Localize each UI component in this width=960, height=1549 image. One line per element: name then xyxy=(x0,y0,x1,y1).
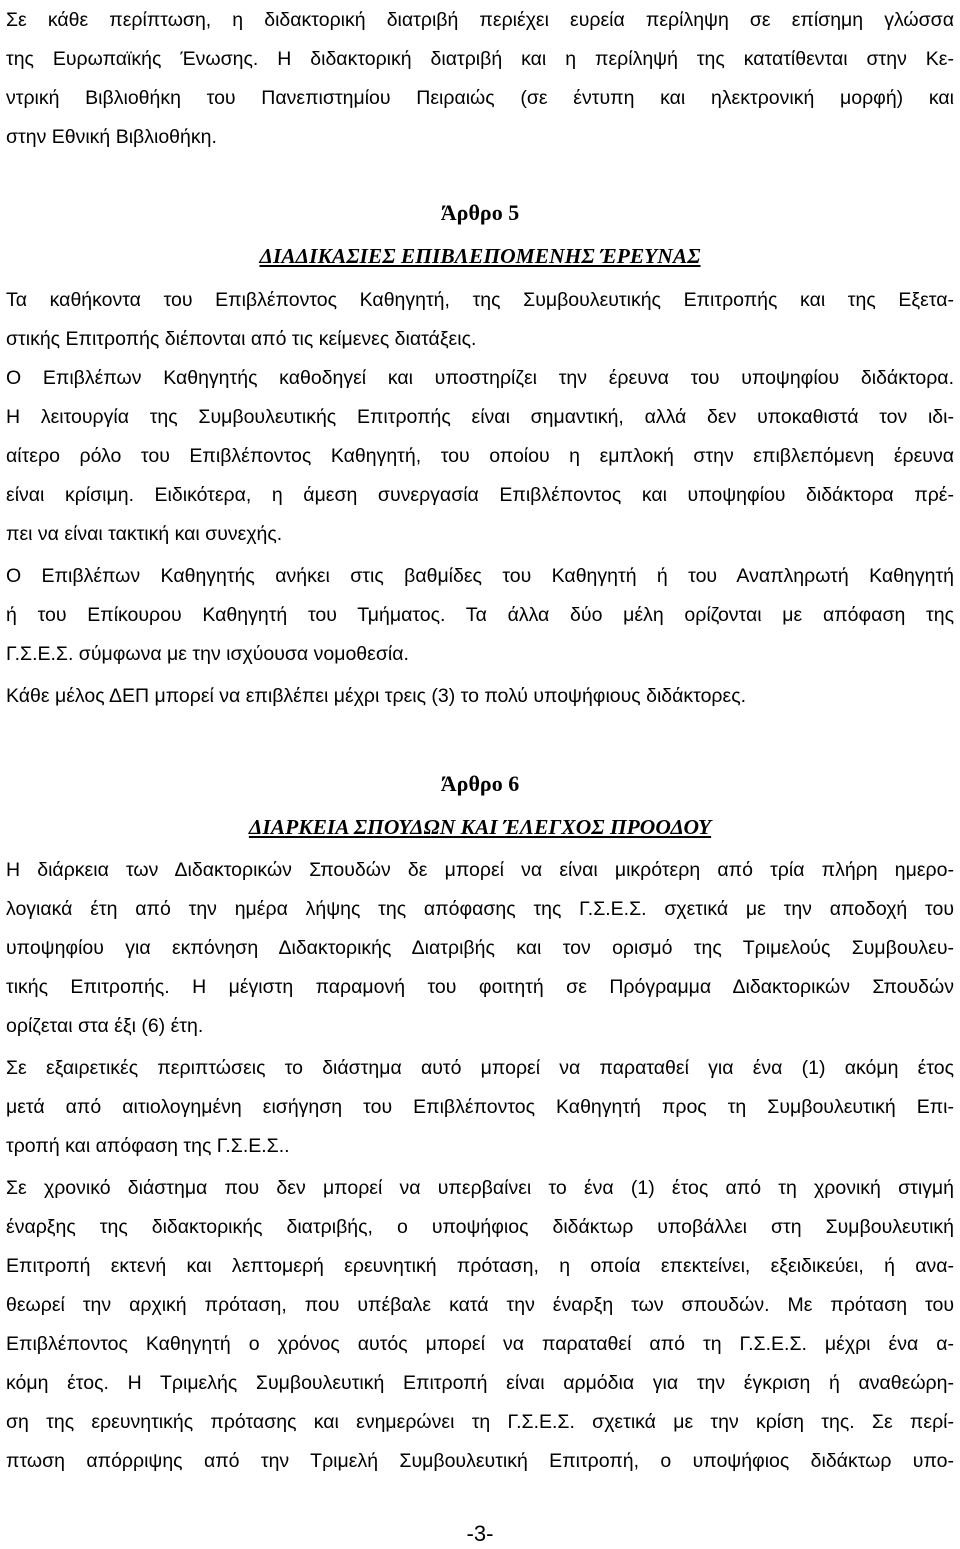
article-5-line: αίτερο ρόλο του Επιβλέποντος Καθηγητή, του οποίου η εμπλοκή στην επιβλεπόμενη έρευνα xyxy=(6,445,954,467)
article-5-line: Γ.Σ.Ε.Σ. σύμφωνα με την ισχύουσα νομοθεσία. xyxy=(6,643,409,665)
intro-line: στην Εθνική Βιβλιοθήκη. xyxy=(6,126,217,148)
article-5-line: Κάθε μέλος ΔΕΠ μπορεί να επιβλέπει μέχρι τρεις (3) το πολύ υποψήφιους διδάκτορες. xyxy=(6,685,747,707)
article-5-line: Ο Επιβλέπων Καθηγητής καθοδηγεί και υποστηρίζει την έρευνα του υποψηφίου διδάκτορα. xyxy=(6,367,954,389)
article-6-line: κόμη έτος. Η Τριμελής Συμβουλευτική Επιτροπή είναι αρμόδια για την έγκριση ή αναθεώρη- xyxy=(6,1372,954,1394)
article-5-number: Άρθρο 5 xyxy=(440,200,520,225)
article-6-line: τροπή και απόφαση της Γ.Σ.Ε.Σ.. xyxy=(6,1135,290,1157)
article-6-line: λογιακά έτη από την ημέρα λήψης της απόφασης της Γ.Σ.Ε.Σ. σχετικά με την αποδοχή του xyxy=(6,898,954,920)
article-6-line: θεωρεί την αρχική πρόταση, που υπέβαλε κατά την έναρξη των σπουδών. Με πρόταση του xyxy=(6,1294,954,1316)
intro-line: της Ευρωπαϊκής Ένωσης. Η διδακτορική διατριβή και η περίληψή της κατατίθενται στην Κε- xyxy=(6,48,954,70)
article-5-line: Η λειτουργία της Συμβουλευτικής Επιτροπής είναι σημαντική, αλλά δεν υποκαθιστά τον ιδι- xyxy=(6,406,954,428)
article-5-title: ΔΙΑΔΙΚΑΣΙΕΣ ΕΠΙΒΛΕΠΟΜΕΝΗΣ ΈΡΕΥΝΑΣ xyxy=(259,244,701,268)
article-6-number: Άρθρο 6 xyxy=(440,771,520,796)
article-6-line: Η διάρκεια των Διδακτορικών Σπουδών δε μπορεί να είναι μικρότερη από τρία πλήρη ημερο- xyxy=(6,859,954,881)
article-5-line: ή του Επίκουρου Καθηγητή του Τμήματος. Τα άλλα δύο μέλη ορίζονται με απόφαση της xyxy=(6,604,954,626)
article-6-line: έναρξης της διδακτορικής διατριβής, ο υποψήφιος διδάκτωρ υποβάλλει στη Συμβουλευτική xyxy=(6,1216,954,1238)
intro-line: ντρική Βιβλιοθήκη του Πανεπιστημίου Πειραιώς (σε έντυπη και ηλεκτρονική μορφή) και xyxy=(6,87,954,109)
article-6-line: τικής Επιτροπής. Η μέγιστη παραμονή του φοιτητή σε Πρόγραμμα Διδακτορικών Σπουδών xyxy=(6,976,954,998)
article-6-line: ση της ερευνητικής πρότασης και ενημερώνει τη Γ.Σ.Ε.Σ. σχετικά με την κρίση της. Σε περί- xyxy=(6,1411,954,1433)
article-6-line: ορίζεται στα έξι (6) έτη. xyxy=(6,1015,204,1037)
intro-line: Σε κάθε περίπτωση, η διδακτορική διατριβή περιέχει ευρεία περίληψη σε επίσημη γλώσσα xyxy=(6,9,954,31)
article-6-line: Επιτροπή εκτενή και λεπτομερή ερευνητική πρόταση, η οποία επεκτείνει, εξειδικεύει, ή ανα- xyxy=(6,1255,954,1277)
article-5-line: πει να είναι τακτική και συνεχής. xyxy=(6,523,283,545)
article-5-line: στικής Επιτροπής διέπονται από τις κείμενες διατάξεις. xyxy=(6,328,477,350)
article-6-line: Σε εξαιρετικές περιπτώσεις το διάστημα αυτό μπορεί να παραταθεί για ένα (1) ακόμη έτος xyxy=(6,1057,954,1079)
article-6-line: υποψηφίου για εκπόνηση Διδακτορικής Διατριβής και τον ορισμό της Τριμελούς Συμβουλευ- xyxy=(6,937,954,959)
article-5-line: είναι κρίσιμη. Ειδικότερα, η άμεση συνεργασία Επιβλέποντος και υποψηφίου διδάκτορα πρέ- xyxy=(6,484,954,506)
article-6-line: μετά από αιτιολογημένη εισήγηση του Επιβλέποντος Καθηγητή προς τη Συμβουλευτική Επι- xyxy=(6,1096,954,1118)
page-number: -3- xyxy=(466,1521,494,1546)
article-6-title: ΔΙΑΡΚΕΙΑ ΣΠΟΥΔΩΝ ΚΑΙ ΈΛΕΓΧΟΣ ΠΡΟΟΔΟΥ xyxy=(248,815,712,839)
article-6-line: Επιβλέποντος Καθηγητή ο χρόνος αυτός μπορεί να παραταθεί από τη Γ.Σ.Ε.Σ. μέχρι ένα α- xyxy=(6,1333,954,1355)
article-5-line: Τα καθήκοντα του Επιβλέποντος Καθηγητή, της Συμβουλευτικής Επιτροπής και της Εξετα- xyxy=(6,289,954,311)
article-6-line: Σε χρονικό διάστημα που δεν μπορεί να υπερβαίνει το ένα (1) έτος από τη χρονική στιγμή xyxy=(6,1177,954,1199)
article-6-line: πτωση απόρριψης από την Τριμελή Συμβουλευτική Επιτροπή, ο υποψήφιος διδάκτωρ υπο- xyxy=(6,1450,954,1472)
article-5-line: Ο Επιβλέπων Καθηγητής ανήκει στις βαθμίδες του Καθηγητή ή του Αναπληρωτή Καθηγητή xyxy=(6,565,954,587)
